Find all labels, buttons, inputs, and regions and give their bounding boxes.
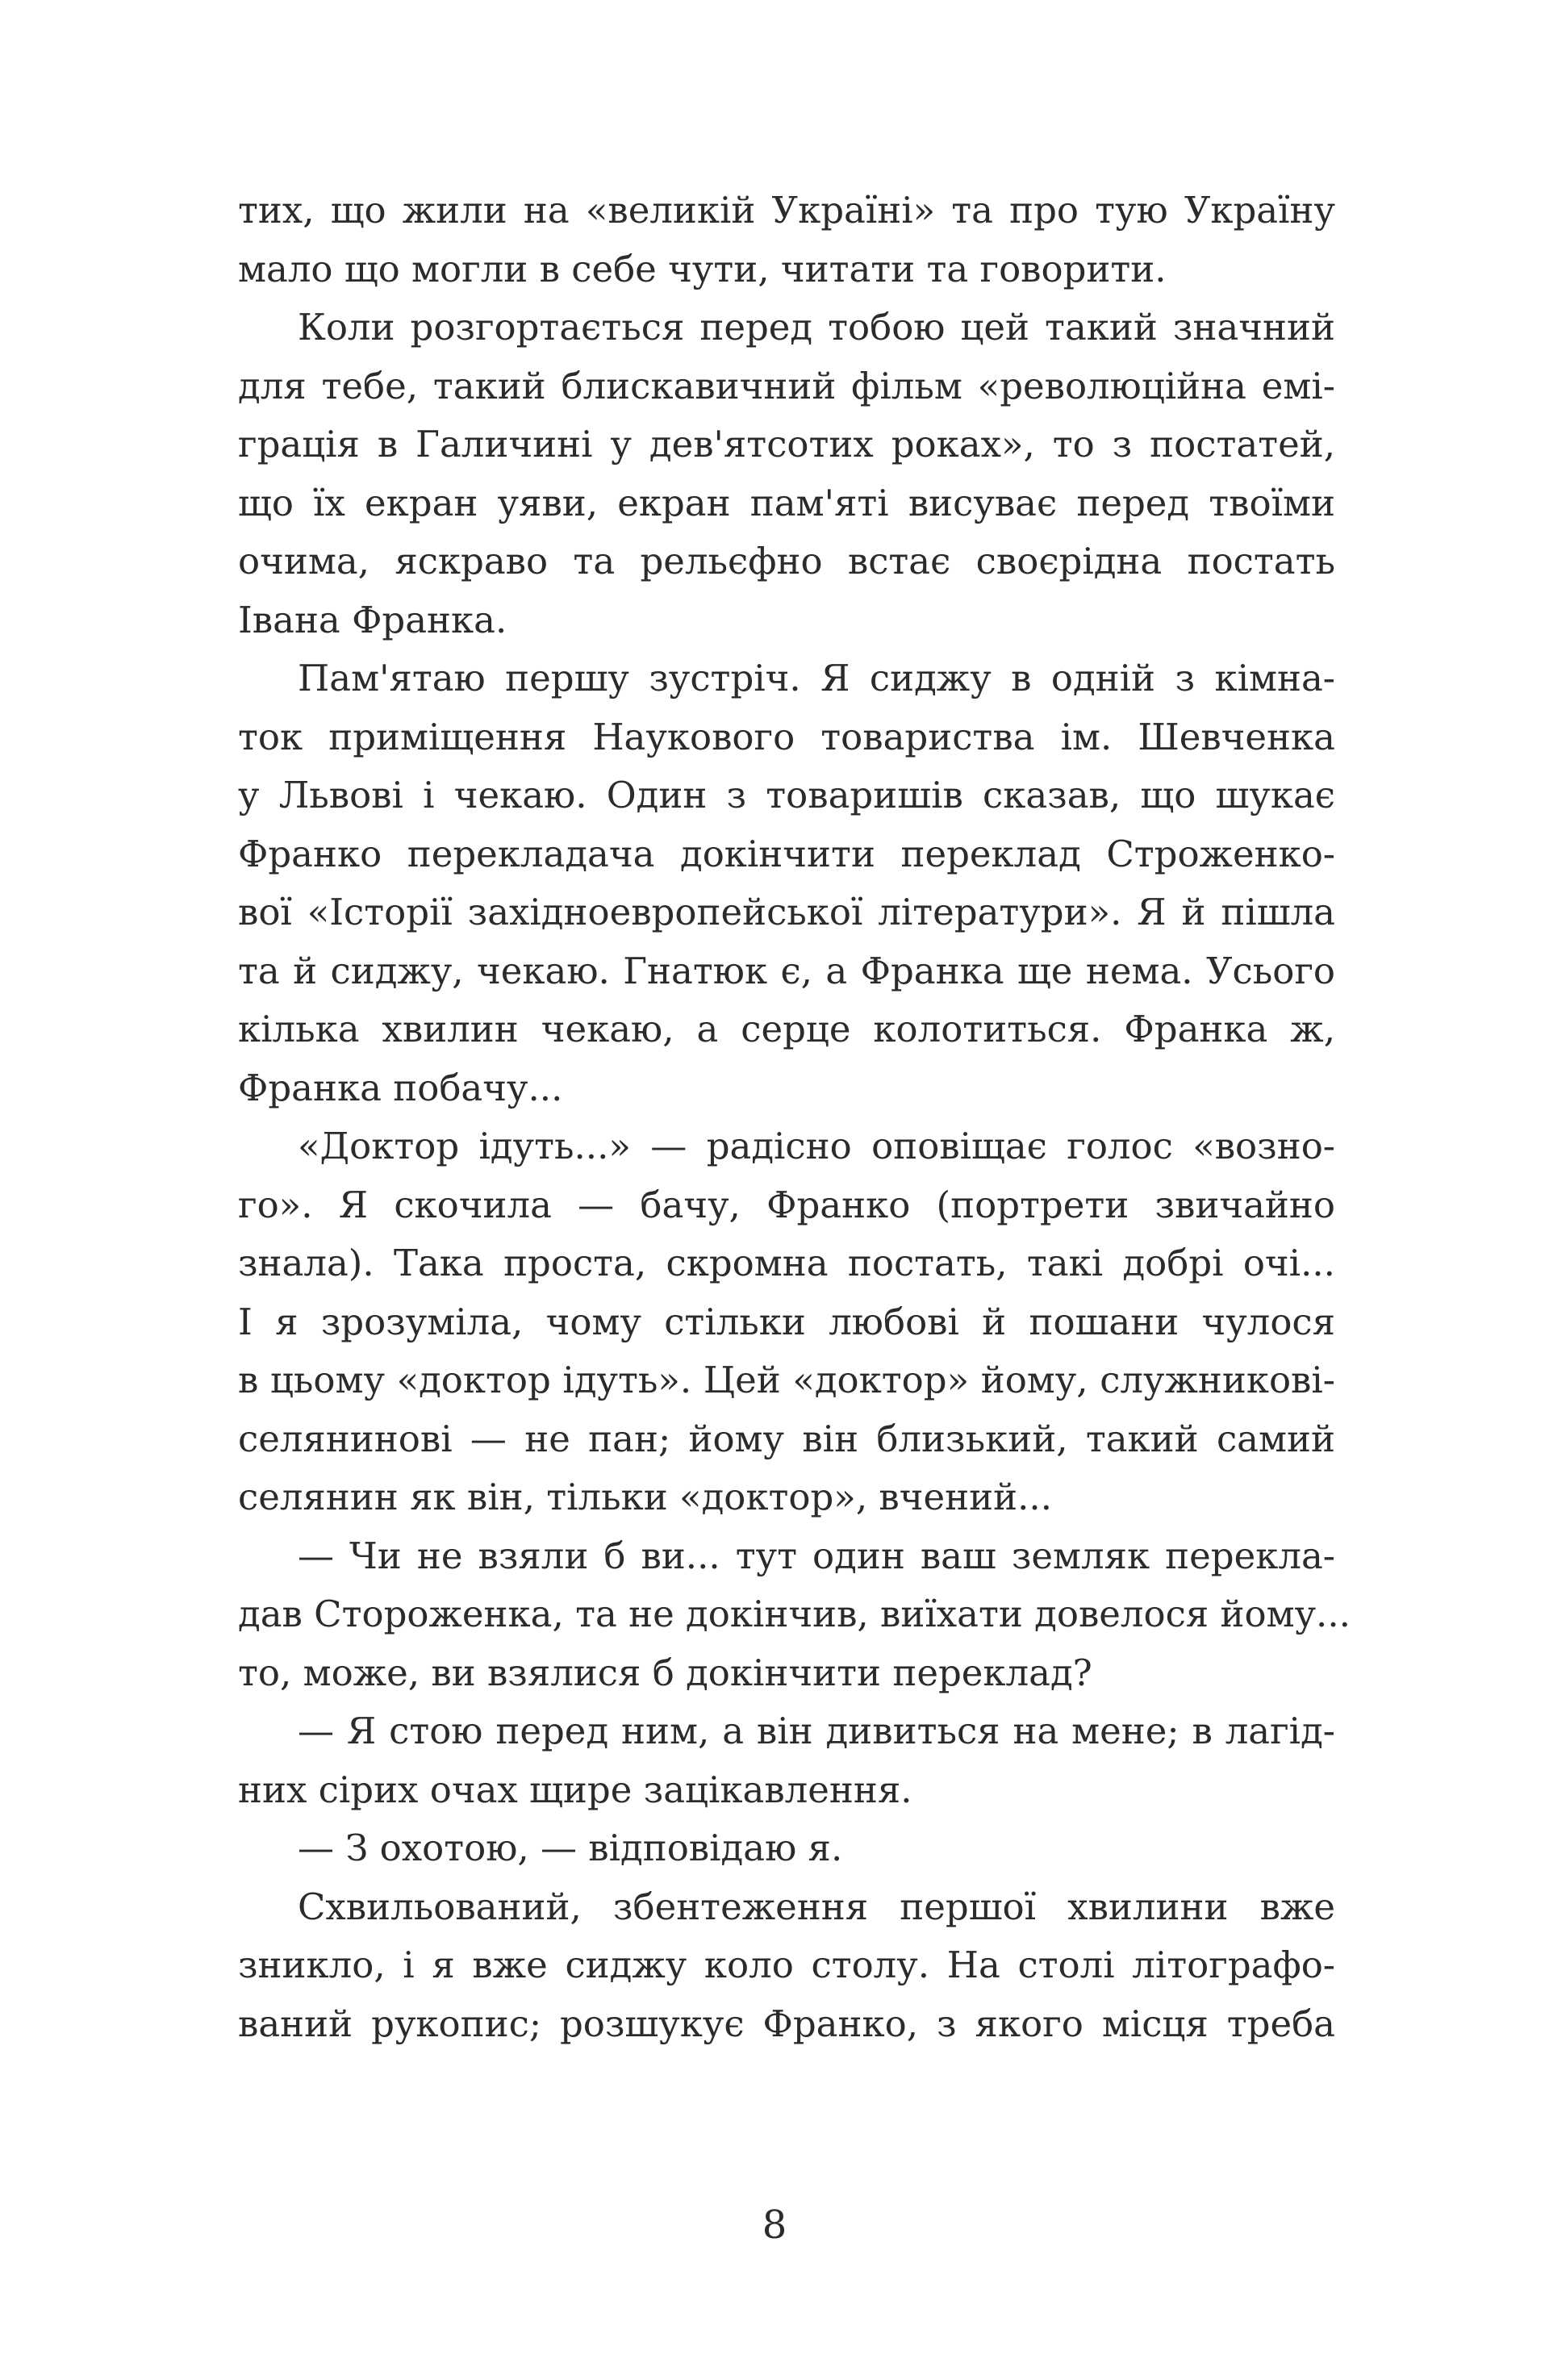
text-line: ток приміщення Наукового товариства ім. Шевченка: [238, 715, 1335, 758]
text-line: Франка побачу...: [238, 1066, 563, 1109]
text-line: зникло, і я вже сиджу коло столу. На столі літографо-: [238, 1944, 1335, 1986]
text-line: Пам'ятаю першу зустріч. Я сиджу в одній з кімна-: [298, 657, 1335, 699]
text-line: дав Стороженка, та не докінчив, виїхати довелося йому...: [238, 1593, 1351, 1635]
text-line: знала). Така проста, скромна постать, такі добрі очі...: [238, 1242, 1335, 1284]
text-line: та й сиджу, чекаю. Гнатюк є, а Франка ще нема. Усього: [238, 949, 1335, 992]
text-line: то, може, ви взялися б докінчити переклад?: [238, 1651, 1092, 1694]
body-text: [238, 182, 1351, 2053]
text-line: в цьому «доктор ідуть». Цей «доктор» йому, служникові-: [238, 1359, 1335, 1401]
text-line: — Я стою перед ним, а він дивиться на мене; в лагід-: [298, 1710, 1335, 1752]
text-line: І я зрозуміла, чому стільки любові й пошани чулося: [238, 1300, 1335, 1343]
text-line: для тебе, такий блискавичний фільм «революційна емі-: [238, 364, 1335, 407]
text-line: селянин як він, тільки «доктор», вчений...: [238, 1476, 1053, 1518]
text-line: них сірих очах щире зацікавлення.: [238, 1768, 912, 1811]
text-line: тих, що жили на «великій Україні» та про тую Україну: [238, 189, 1335, 232]
text-line: — З охотою, — відповідаю я.: [298, 1827, 843, 1869]
text-line: грація в Галичині у дев'ятсотих роках», то з постатей,: [238, 423, 1335, 466]
text-line: — Чи не взяли б ви... тут один ваш земляк переклa-: [298, 1534, 1335, 1577]
text-line: у Львові і чекаю. Один з товаришів сказав, що шукає: [238, 774, 1335, 816]
text-line: «Доктор ідуть...» — радісно оповіщає голос «возно-: [298, 1125, 1335, 1167]
text-line: мало що могли в себе чути, читати та говорити.: [238, 247, 1167, 290]
text-line: що їх екран уяви, екран пам'яті висуває перед твоїми: [238, 481, 1335, 524]
text-line: ваний рукопис; розшукує Франко, з якого місця треба: [238, 2002, 1335, 2045]
text-line: Франко перекладача докінчити переклад Строженко-: [238, 832, 1335, 875]
page-number: 8: [762, 2203, 787, 2248]
text-line: Схвильований, збентеження першої хвилини вже: [298, 1885, 1335, 1928]
text-line: Івана Франка.: [238, 598, 507, 641]
text-line: го». Я скочила — бачу, Франко (портрети звичайно: [238, 1183, 1335, 1226]
text-line: очима, яскраво та рельєфно встає своєрідна постать: [238, 540, 1335, 582]
text-line: селянинові — не пан; йому він близький, такий самий: [238, 1417, 1335, 1460]
text-line: Коли розгортається перед тобою цей такий значний: [298, 306, 1335, 349]
text-line: кілька хвилин чекаю, а серце колотиться. Франка ж,: [238, 1008, 1335, 1050]
text-line: вої «Історії західноевропейської літератури». Я й пішла: [238, 891, 1335, 933]
